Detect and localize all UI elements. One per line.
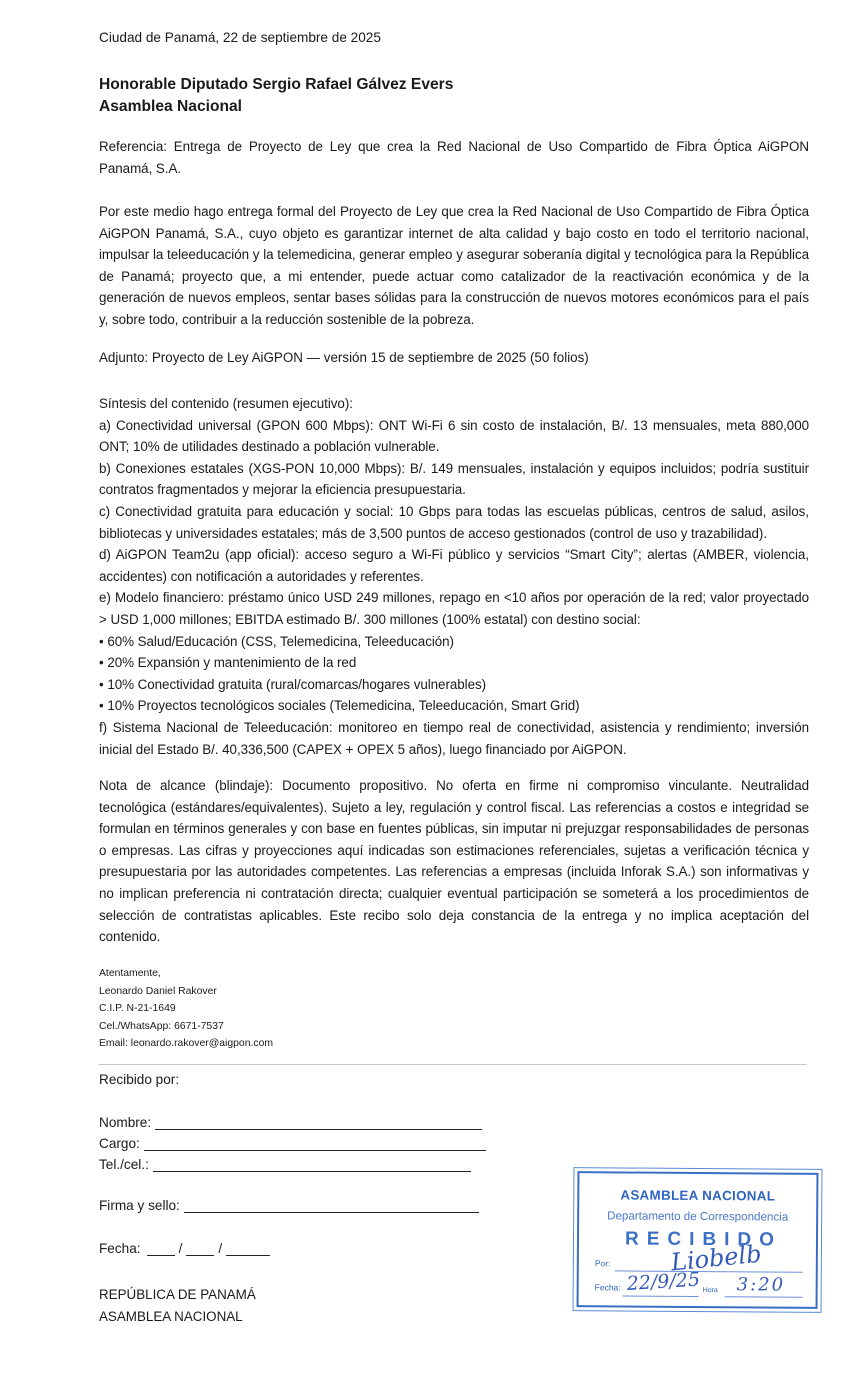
stamp-fecha-line — [623, 1295, 699, 1297]
stamp-title: ASAMBLEA NACIONAL — [620, 1187, 776, 1204]
closing: Atentamente, — [99, 968, 161, 979]
phone-label: Tel./cel.: — [99, 1157, 149, 1172]
recipient-block — [99, 74, 453, 118]
date-separator: / — [178, 1241, 183, 1256]
reference-paragraph: Referencia: Entrega de Proyecto de Ley que crea la Red Nacional de Uso Compartido de Fibra Óptica AiGPON Panamá, S.A. — [99, 139, 809, 176]
year-blank[interactable] — [226, 1243, 270, 1256]
allocation-bullet: • 60% Salud/Educación (CSS, Telemedicina, Teleeducación) — [99, 631, 809, 653]
handwritten-date: 22/9/25 — [626, 1268, 701, 1296]
date-field[interactable] — [99, 1241, 270, 1256]
allocation-bullet: • 10% Conectividad gratuita (rural/comarcas/hogares vulnerables) — [99, 674, 809, 696]
signature-block — [99, 965, 273, 1053]
received-by-heading: Recibido por: — [99, 1072, 180, 1087]
phone-blank-line[interactable] — [153, 1159, 471, 1172]
signature-blank-line[interactable] — [184, 1200, 479, 1213]
name-blank-line[interactable] — [155, 1117, 482, 1130]
recipient-institution: Asamblea Nacional — [99, 98, 243, 115]
stamp-hora-line — [725, 1296, 803, 1298]
date-separator: / — [218, 1241, 223, 1256]
name-label: Nombre: — [99, 1115, 152, 1130]
summary-item-e: e) Modelo financiero: préstamo único USD 249 millones, repago en <10 años por operación de la red; valor proyectado > USD 1,000 millones; EBITDA estimado B/. 300 millones (100% estatal) con destino social: — [99, 590, 809, 627]
recipient-name: Honorable Diputado Sergio Rafael Gálvez Evers — [99, 76, 454, 93]
scope-note-paragraph: Nota de alcance (blindaje): Documento propositivo. No oferta en firme ni compromiso vinculante. Neutralidad tecnológica (estándares/equivalentes). Sujeto a ley, regulación y control fiscal. Las referencias a costos e integridad se formulan en términos generales y con base en fuentes públicas, sin imputar ni prejuzgar responsabilidades de personas o empresas. Las cifras y proyecciones aquí indicadas son estimaciones referenciales, sujetas a verificación técnica y presupuestaria por las autoridades competentes. Las referencias a empresas (incluida Inforak S.A.) son informativas y no implican preferencia ni contratación directa; cualquier eventual participación se someterá a los procedimientos de selección de contratistas aplicables. Este recibo solo deja constancia de la entrega y no implica aceptación del contenido. — [99, 778, 809, 945]
received-stamp — [577, 1171, 819, 1309]
signature-field[interactable] — [99, 1198, 479, 1213]
signer-phone: Cel./WhatsApp: 6671-7537 — [99, 1020, 224, 1032]
date-label: Fecha: — [99, 1241, 141, 1256]
phone-field[interactable] — [99, 1157, 471, 1172]
date-line: Ciudad de Panamá, 22 de septiembre de 2025 — [99, 30, 381, 45]
summary-item-f: f) Sistema Nacional de Teleeducación: monitoreo en tiempo real de conectividad, asistencia y rendimiento; inversión inicial del Estado B/. 40,336,500 (CAPEX + OPEX 5 años), luego financiado por AiGPON. — [99, 719, 809, 757]
footer-country: REPÚBLICA DE PANAMÁ — [99, 1287, 256, 1302]
allocation-bullet: • 10% Proyectos tecnológicos sociales (Telemedicina, Teleeducación, Smart Grid) — [99, 695, 809, 717]
intro-paragraph: Por este medio hago entrega formal del Proyecto de Ley que crea la Red Nacional de Uso Compartido de Fibra Óptica AiGPON Panamá, S.A., cuyo objeto es garantizar internet de alta calidad y bajo costo en todo el territorio nacional, impulsar la teleeducación y la telemedicina, generar empleo y asegurar soberanía digital y tecnológica para la República de Panamá; proyecto que, a mi entender, puede actuar como catalizador de la reactivación económica y de la generación de nuevos empleos, sentar bases sólidas para la construcción de nuevos motores económicos para el país y, sobre todo, contribuir a la reducción sostenible de la pobreza. — [99, 204, 809, 327]
stamp-por-label: Por: — [594, 1258, 611, 1269]
stamp-department: Departamento de Correspondencia — [607, 1209, 789, 1224]
summary-item-b: b) Conexiones estatales (XGS-PON 10,000 Mbps): B/. 149 mensuales, instalación y equipos incluidos; podría sustituir contratos fragmentados y mejorar la eficiencia presupuestaria. — [99, 460, 809, 498]
signature-label: Firma y sello: — [99, 1198, 180, 1213]
footer-institution: ASAMBLEA NACIONAL — [99, 1309, 243, 1324]
position-field[interactable] — [99, 1136, 486, 1151]
position-blank-line[interactable] — [144, 1138, 486, 1151]
position-label: Cargo: — [99, 1136, 140, 1151]
name-field[interactable] — [99, 1115, 482, 1130]
stamp-status: RECIBIDO — [624, 1228, 782, 1251]
handwritten-time: 3:20 — [736, 1274, 786, 1296]
attachment-line: Adjunto: Proyecto de Ley AiGPON — versión 15 de septiembre de 2025 (50 folios) — [99, 350, 589, 365]
summary-heading: Síntesis del contenido (resumen ejecutivo): — [99, 396, 353, 411]
day-blank[interactable] — [147, 1243, 175, 1256]
signer-email: Email: leonardo.rakover@aigpon.com — [99, 1038, 273, 1050]
handwritten-signature: Liobelb — [669, 1239, 763, 1277]
footer-block — [99, 1284, 256, 1328]
summary-item-a: a) Conectividad universal (GPON 600 Mbps): ONT Wi-Fi 6 sin costo de instalación, B/. 13 mensuales, meta 880,000 ONT; 10% de utilidades destinado a población vulnerable. — [99, 417, 809, 455]
month-blank[interactable] — [186, 1243, 214, 1256]
allocation-bullet: • 20% Expansión y mantenimiento de la red — [99, 652, 809, 674]
summary-item-d: d) AiGPON Team2u (app oficial): acceso seguro a Wi-Fi público y servicios “Smart City”; alertas (AMBER, violencia, accidentes) con notificación a autoridades y referentes. — [99, 547, 809, 584]
stamp-hora-label: Hora — [702, 1287, 718, 1295]
executive-summary — [99, 393, 809, 760]
signer-name: Leonardo Daniel Rakover — [99, 985, 217, 997]
separator-line — [99, 1064, 807, 1065]
stamp-fecha-label: Fecha: — [594, 1282, 621, 1293]
summary-item-c: c) Conectividad gratuita para educación y social: 10 Gbps para todas las escuelas públicas, centros de salud, asilos, bibliotecas y universidades estatales; más de 3,500 puntos de acceso gestionados (control de uso y trazabilidad). — [99, 503, 809, 541]
signer-id: C.I.P. N-21-1649 — [99, 1003, 176, 1015]
